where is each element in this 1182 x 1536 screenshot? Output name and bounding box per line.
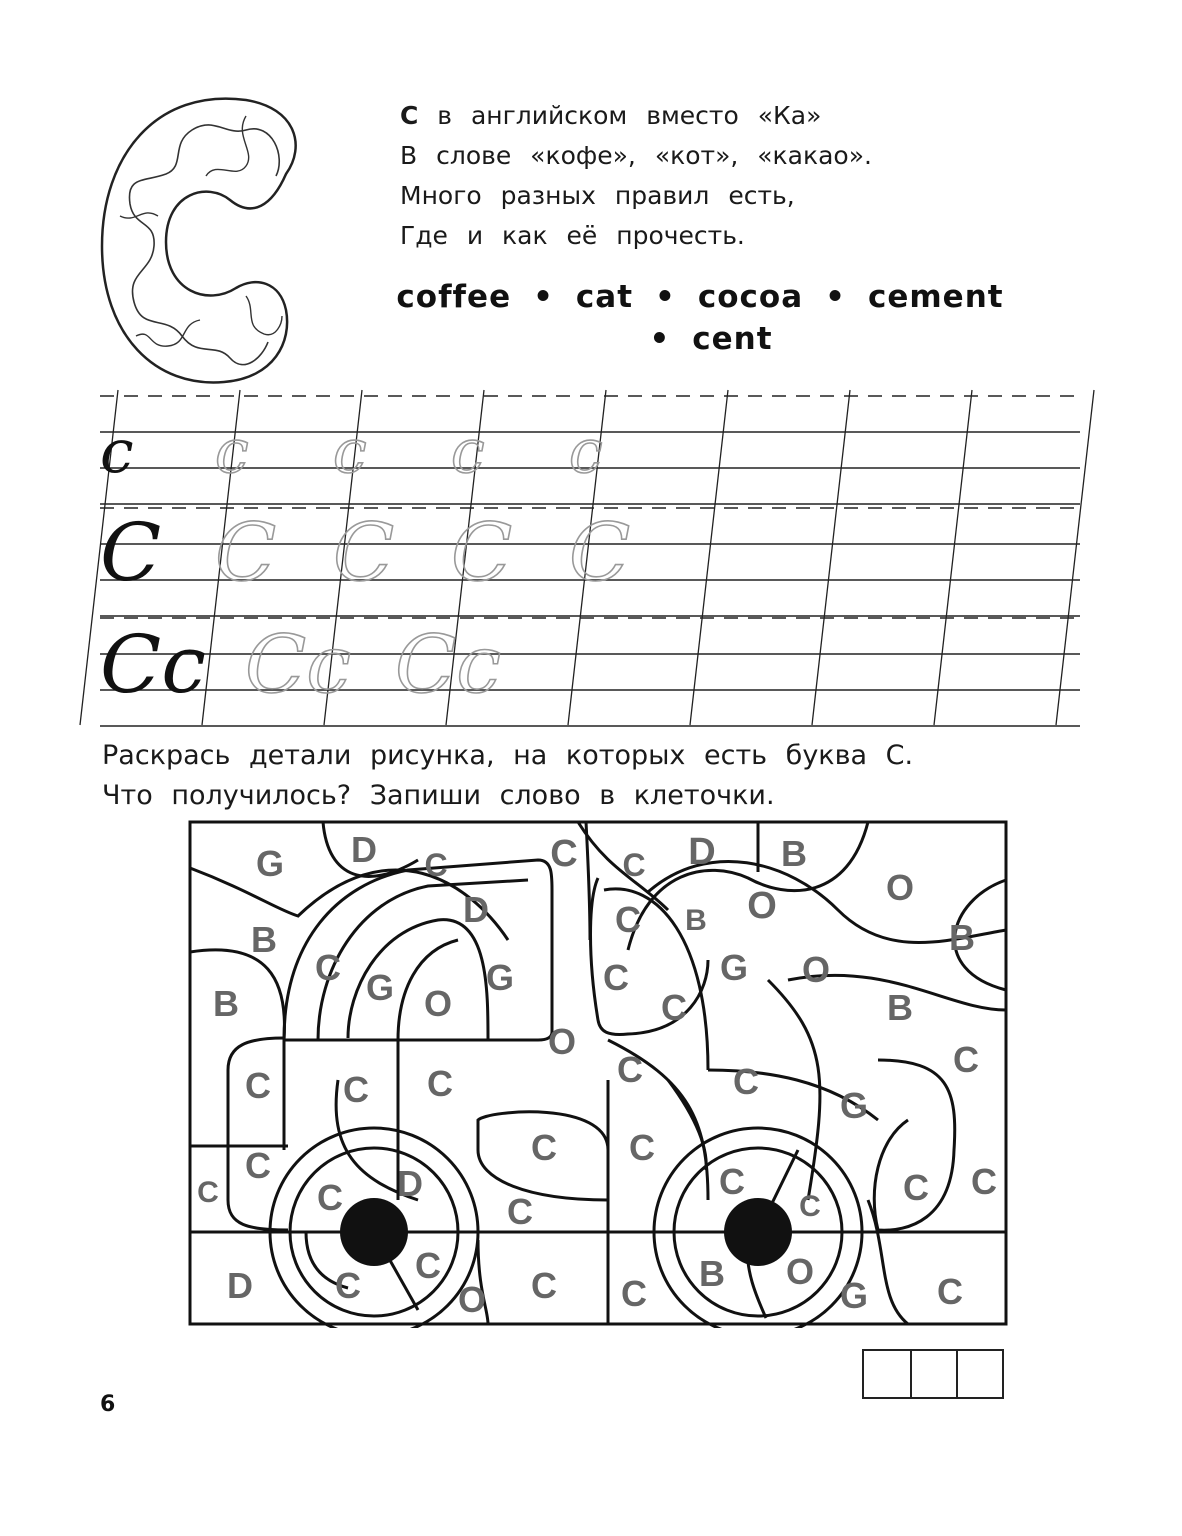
puzzle-letter: D	[688, 831, 716, 873]
puzzle-letter: C	[622, 847, 646, 883]
task-line-2: Что получилось? Запиши слово в клеточки.	[102, 780, 775, 811]
word-cocoa: cocoa	[697, 279, 804, 315]
puzzle-letter: C	[424, 847, 448, 883]
words-line-2	[330, 318, 1070, 360]
poem-line-2: В слове «кофе», «кот», «какао».	[400, 141, 872, 170]
puzzle-letter: B	[213, 983, 239, 1024]
puzzle-letter: C	[531, 1265, 557, 1306]
puzzle-letter: O	[547, 1021, 577, 1062]
puzzle-letter: C	[603, 957, 629, 998]
puzzle-letter: C	[531, 1127, 557, 1168]
trace-letter: c	[569, 417, 603, 487]
puzzle-letter: C	[953, 1039, 979, 1080]
puzzle-letter: O	[801, 949, 831, 990]
puzzle-letter: G	[839, 1085, 869, 1126]
trace-letter: C	[451, 506, 513, 599]
poem	[400, 96, 872, 256]
page-number: 6	[100, 1392, 116, 1417]
trace-letter: c	[333, 417, 367, 487]
trace-letter: Cc	[395, 618, 502, 711]
puzzle-letter: C	[661, 987, 687, 1028]
puzzle-letter: C	[415, 1245, 441, 1286]
bullet-separator: •	[533, 279, 554, 315]
puzzle-letter: B	[781, 833, 807, 874]
puzzle-letter: C	[507, 1191, 533, 1232]
puzzle-letter: C	[617, 1049, 643, 1090]
puzzle-letter: O	[747, 885, 777, 927]
word-cat: cat	[575, 279, 634, 315]
poem-line-1: C в английском вместо «Ка»	[400, 101, 822, 130]
puzzle-letter: C	[343, 1069, 369, 1110]
sample-letter-2: C	[100, 506, 162, 599]
bullet-separator: •	[655, 279, 676, 315]
puzzle-letter: C	[335, 1265, 361, 1306]
answer-boxes[interactable]	[862, 1349, 1004, 1399]
puzzle-letter: O	[457, 1279, 487, 1320]
puzzle-letter: B	[887, 987, 913, 1028]
puzzle-letter: B	[685, 904, 707, 937]
answer-cell-2[interactable]	[910, 1351, 956, 1397]
puzzle-letter: C	[719, 1161, 745, 1202]
word-coffee: coffee	[396, 279, 512, 315]
puzzle-letter: G	[719, 947, 749, 988]
puzzle-letter: D	[227, 1265, 253, 1306]
wheel-hub-right	[724, 1198, 792, 1266]
trace-letter: c	[215, 417, 249, 487]
puzzle-letter: O	[785, 1251, 815, 1292]
puzzle-letter: D	[397, 1163, 423, 1204]
answer-cell-3[interactable]	[956, 1351, 1002, 1397]
puzzle-letter: C	[245, 1065, 271, 1106]
vocabulary-words	[330, 276, 1070, 360]
bullet-separator: •	[825, 279, 846, 315]
puzzle-letter: O	[423, 983, 453, 1024]
puzzle-letter: C	[550, 833, 578, 875]
puzzle-letter: G	[365, 967, 395, 1008]
trace-letter: C	[215, 506, 277, 599]
puzzle-letter: B	[949, 917, 975, 958]
puzzle-letter: D	[351, 829, 377, 870]
puzzle-letter: O	[885, 867, 915, 908]
words-line-1	[330, 276, 1070, 318]
poem-line-3: Много разных правил есть,	[400, 181, 795, 210]
sample-letter-1: c	[100, 417, 134, 487]
puzzle-letter: C	[197, 1176, 219, 1209]
puzzle-letter: C	[937, 1271, 963, 1312]
puzzle-letter: G	[255, 843, 285, 884]
puzzle-letter: C	[903, 1167, 929, 1208]
puzzle-letter: C	[315, 947, 341, 988]
puzzle-letter: C	[971, 1161, 997, 1202]
handwriting-practice-lines	[0, 380, 1182, 730]
puzzle-letter: C	[621, 1273, 647, 1314]
puzzle-letter: B	[699, 1253, 725, 1294]
task-line-1: Раскрась детали рисунка, на которых есть буква С.	[102, 740, 914, 771]
puzzle-letter: C	[733, 1061, 759, 1102]
word-cement: cement	[867, 279, 1004, 315]
trace-letter: C	[333, 506, 395, 599]
puzzle-letter: C	[317, 1177, 343, 1218]
puzzle-letter: D	[463, 889, 489, 930]
trace-letter: c	[451, 417, 485, 487]
sample-letter-3: Cc	[100, 618, 207, 711]
bullet-separator: •	[649, 321, 671, 357]
puzzle-letter: G	[839, 1275, 869, 1316]
puzzle-letter: B	[251, 919, 277, 960]
puzzle-letter: C	[427, 1063, 453, 1104]
word-cent: cent	[692, 321, 773, 357]
puzzle-letter: C	[629, 1127, 655, 1168]
puzzle-letter: G	[485, 957, 515, 998]
poem-line-4: Где и как её прочесть.	[400, 221, 745, 250]
puzzle-letter: C	[799, 1190, 821, 1223]
puzzle-letter: C	[615, 899, 641, 940]
trace-letter: Cc	[245, 618, 352, 711]
puzzle-letter: C	[245, 1145, 271, 1186]
task-instructions	[102, 736, 913, 816]
wheel-hub-left	[340, 1198, 408, 1266]
answer-cell-1[interactable]	[864, 1351, 910, 1397]
coloring-puzzle-car	[188, 820, 1008, 1328]
big-letter-c-illustration	[96, 96, 306, 388]
trace-letter: C	[569, 506, 631, 599]
